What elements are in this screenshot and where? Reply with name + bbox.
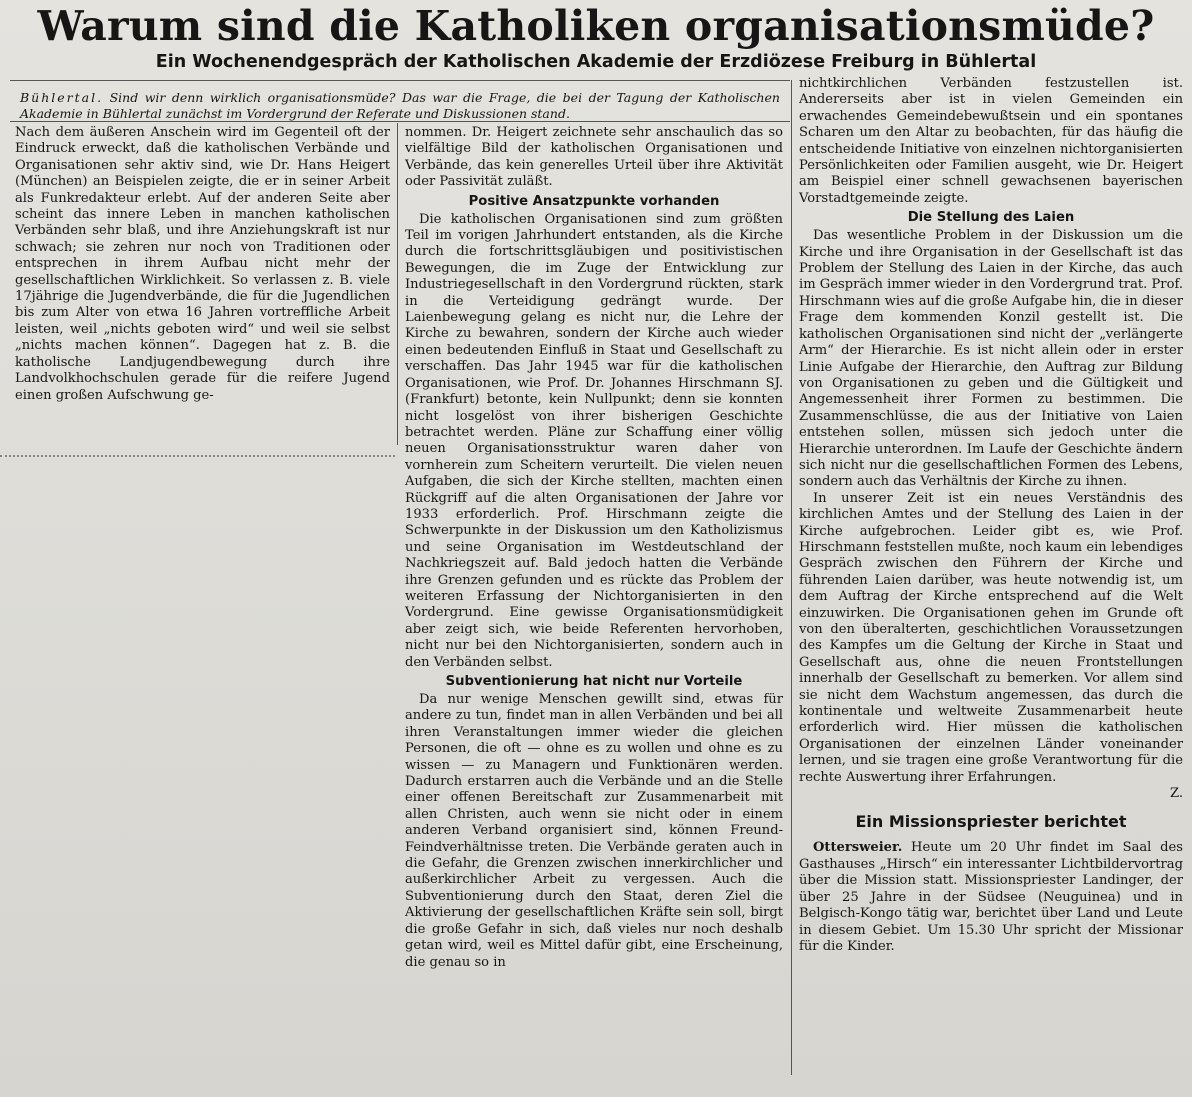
column-rule-2 xyxy=(791,80,792,1075)
clipping-edge xyxy=(0,455,395,457)
column-rule-1 xyxy=(397,123,398,445)
author-signature: Z. xyxy=(1169,786,1183,802)
col3-heading-2: Ein Missionspriester berichtet xyxy=(855,812,1127,832)
column-2 xyxy=(405,125,783,971)
subheadline: Ein Wochenendgespräch der Katholischen Akademie der Erzdiözese Freiburg in Bühlertal xyxy=(155,52,1037,72)
col3-paragraph-1: nichtkirchlichen Verbänden festzustellen ist. Andererseits aber ist in vielen Gemeinden ein erwachendes Gemeindebewußtsein und ein spontanes Scharen um den Altar zu beobachten, für das häufig die entscheidende Initiative von einzelnen nichtorganisierten Persönlichkeiten oder Familien ausgeht, wie Dr. Heigert am Beispiel einer schnell gewachsenen bayerischen Vorstadtgemeinde zeigte. xyxy=(799,76,1183,206)
lead-text: Sind wir denn wirklich organisationsmüde? Das war die Frage, die bei der Tagung der Katholischen Akademie in Bühlertal zunächst im Vordergrund der Referate und Diskussionen stand. xyxy=(20,90,780,121)
header-rule xyxy=(10,80,790,81)
col2-heading-2: Subventionierung hat nicht nur Vorteile xyxy=(445,674,743,689)
col3-paragraph-4-text: Heute um 20 Uhr findet im Saal des Gasthauses „Hirsch“ ein interessanter Lichtbildervortrag über die Mission statt. Missionspriester Landinger, der über 25 Jahre in der Südsee (Neuguinea) und in Belgisch-Kongo tätig war, berichtet über Land und Leute in diesem Gebiet. Um 15.30 Uhr spricht der Missionar für die Kinder. xyxy=(799,840,1183,954)
lead-paragraph xyxy=(20,90,780,122)
lead-place: Bühlertal. xyxy=(20,90,104,105)
dateline: Ottersweier. xyxy=(813,840,903,856)
headline: Warum sind die Katholiken organisationsmüde? xyxy=(37,2,1155,50)
lead-rule xyxy=(10,121,790,122)
col2-paragraph-2: Die katholischen Organisationen sind zum größten Teil im vorigen Jahrhundert entstanden, als die Kirche durch die fortschrittsgläubigen und positivistischen Bewegungen, die im Zuge der Entwicklung zur Industriegesellschaft in den Vordergrund rückten, stark in die Verteidigung gedrängt wurde. Der Laienbewegung gelang es nicht nur, die Lehre der Kirche zu bewahren, sondern der Kirche auch wieder einen bedeutenden Einfluß in Staat und Gesellschaft zu verschaffen. Das Jahr 1945 war für die katholischen Organisationen, wie Prof. Dr. Johannes Hirschmann SJ. (Frankfurt) betonte, kein Nullpunkt; denn sie konnten nicht losgelöst von ihrer bisherigen Geschichte betrachtet werden. Pläne zur Schaffung einer völlig neuen Organisationsstruktur waren daher von vornherein zum Scheitern verurteilt. Die vielen neuen Aufgaben, die sich der Kirche stellten, machten einen Rückgriff auf die alten Organisationen der Jahre vor 1933 erforderlich. Prof. Hirschmann zeigte die Schwerpunkte in der Diskussion um den Katholizismus und seine Organisation im Westdeutschland der Nachkriegszeit auf. Bald jedoch hatten die Verbände ihre Grenzen gefunden und es rückte das Problem der weiteren Erfassung der Nichtorganisierten in den Vordergrund. Eine gewisse Organisationsmüdigkeit aber zeigt sich, wie beide Referenten hervorhoben, nicht nur bei den Nichtorganisierten, sondern auch in den Verbänden selbst. xyxy=(405,211,783,670)
col2-paragraph-1: nommen. Dr. Heigert zeichnete sehr anschaulich das so vielfältige Bild der katholischen Organisationen und Verbände, das kein generelles Urteil über ihre Aktivität oder Passivität zuläßt. xyxy=(405,125,783,190)
col3-paragraph-2: Das wesentliche Problem in der Diskussion um die Kirche und ihre Organisation in der Gesellschaft ist das Problem der Stellung des Laien in der Kirche, das auch im Gespräch immer wieder in den Vordergrund trat. Prof. Hirschmann wies auf die große Aufgabe hin, die in dieser Frage dem kommenden Konzil gestellt ist. Die katholischen Organisationen sind nicht der „verlängerte Arm“ der Hierarchie. Es ist nicht allein oder in erster Linie Aufgabe der Hierarchie, den Auftrag zur Bildung von Organisationen zu geben und die Gültigkeit und Angemessenheit ihrer Formen zu bestimmen. Die Zusammenschlüsse, die aus der Initiative von Laien entstehen sollen, müssen sich jedoch unter die Hierarchie unterordnen. Im Laufe der Geschichte ändern sich nicht nur die gesellschaftlichen Formen des Lebens, sondern auch das Verhältnis der Kirche zu ihnen. xyxy=(799,228,1183,490)
col2-paragraph-3: Da nur wenige Menschen gewillt sind, etwas für andere zu tun, findet man in allen Verbänden und bei all ihren Veranstaltungen immer wieder die gleichen Personen, die oft — ohne es zu wollen und ohne es zu wissen — zu Managern und Funktionären werden. Dadurch erstarren auch die Verbände und an die Stelle einer offenen Bereitschaft zur Zusammenarbeit mit allen Christen, auch wenn sie nicht oder in einem anderen Verband organisiert sind, können Freund-Feindverhältnisse treten. Die Verbände geraten auch in die Gefahr, die Grenzen zwischen innerkirchlicher und außerkirchlicher Arbeit zu vergessen. Auch die Subventionierung durch den Staat, deren Ziel die Aktivierung der gesellschaftlichen Kräfte sein soll, birgt die große Gefahr in sich, daß vieles nur noch deshalb getan wird, weil es Mittel dafür gibt, eine Erscheinung, die genau so in xyxy=(405,692,783,970)
col1-paragraph-1: Nach dem äußeren Anschein wird im Gegenteil oft der Eindruck erweckt, daß die katholischen Verbände und Organisationen sehr aktiv sind, wie Dr. Hans Heigert (München) an Beispielen zeigte, die er in seiner Arbeit als Funkredakteur erlebt. Auf der anderen Seite aber scheint das innere Leben in manchen katholischen Verbänden sehr blaß, und ihre Anziehungskraft ist nur schwach; sie zehren nur noch von Traditionen oder entsprechen in ihrem Aufbau nicht mehr der gesellschaftlichen Wirklichkeit. So verlassen z. B. viele 17jährige die Jugendverbände, die für die Jugendlichen bis zum Alter von etwa 16 Jahren vortreffliche Arbeit leisten, weil „nichts geboten wird“ und weil sie selbst „nichts machen können“. Dagegen hat z. B. die katholische Landjugendbewegung durch ihre Landvolkhochschulen gerade für die reifere Jugend einen großen Aufschwung ge- xyxy=(15,125,390,403)
col3-paragraph-4 xyxy=(799,840,1183,955)
col3-heading-1: Die Stellung des Laien xyxy=(907,210,1075,226)
col2-heading-1: Positive Ansatzpunkte vorhanden xyxy=(468,193,720,209)
column-1 xyxy=(15,125,390,404)
column-3 xyxy=(799,76,1183,955)
col3-paragraph-3: In unserer Zeit ist ein neues Verständnis des kirchlichen Amtes und der Stellung des Laien in der Kirche aufgebrochen. Leider gibt es, wie Prof. Hirschmann feststellen mußte, noch kaum ein lebendiges Gespräch zwischen den Führern der Kirche und führenden Laien darüber, was heute notwendig ist, um dem Auftrag der Kirche entsprechend auf die Welt einzuwirken. Die Organisationen gehen im Grunde oft von den überalterten, geschichtlichen Voraussetzungen des Kampfes um die Geltung der Kirche in Staat und Gesellschaft aus, ohne die neuen Frontstellungen innerhalb der Gesellschaft zu bemerken. Vor allem sind sie nicht dem Wachstum angemessen, das durch die kontinentale und weltweite Zusammenarbeit heute erforderlich wird. Hier müssen die katholischen Organisationen der einzelnen Länder voneinander lernen, und sie tragen eine große Verantwortung für die rechte Auswertung ihrer Erfahrungen. xyxy=(799,490,1183,785)
